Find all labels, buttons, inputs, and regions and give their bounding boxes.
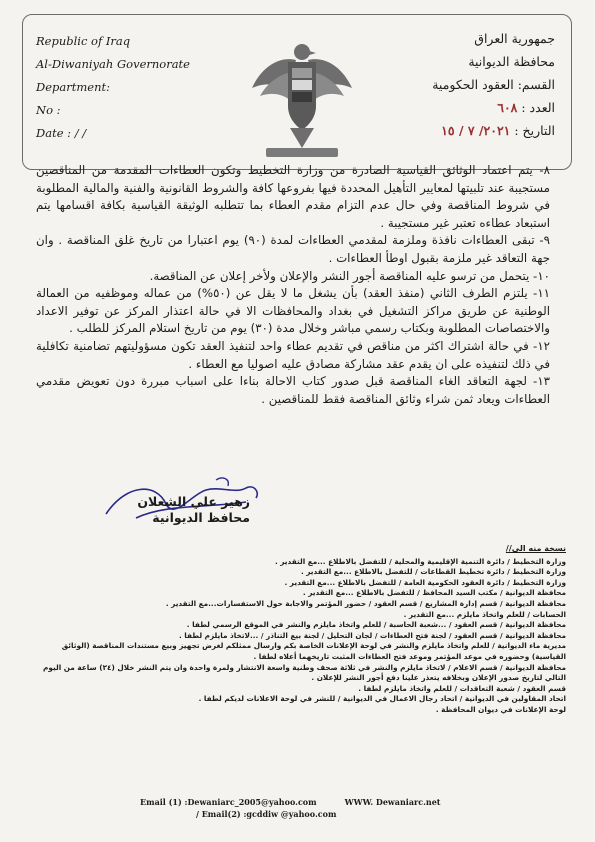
reference-number: ٦٠٨ [497, 100, 518, 115]
english-letterhead [36, 34, 256, 149]
ar-line-country: جمهورية العراق [474, 31, 555, 46]
condition-8: ٨- يتم اعتماد الوثائق القياسية الصادرة من وزارة التخطيط وتكون العطاءات المقدمة من المناقصين مستجيبة عند تلبيتها لمعايير التأهيل المحددة فيها بفروعها كافة والشروط القانونية والفنية والمالية المطلوبة في شروط المناقصة وفي حال عدم التزام مقدم العطاء بما تتطلبه الوثيقة القياسية بكافة اقسامها يتم استبعاد عطاءه تعتبر غير مستجيبة . [36, 163, 550, 230]
contact-footer [140, 796, 520, 820]
copy-item: وزارة التخطيط / دائرة العقود الحكومية العامة / للتفضل بالاطلاع ...مع التقدير . [284, 577, 566, 587]
eng-line-number: No : [36, 103, 61, 117]
signatory-block [100, 494, 250, 526]
copy-item: لوحة الإعلانات في ديوان المحافظة . [435, 704, 566, 714]
copy-item: الحسابات / للعلم واتخاذ مايلزم ...مع التقدير . [403, 609, 566, 619]
copy-item: محافظة الديوانية / قسم العقود / ...شعبة الحاسبة / للعلم واتخاذ مايلزم والنشر في الموقع الرسمي لطفا . [186, 620, 566, 630]
eng-line-governorate: Al-Diwaniyah Governorate [36, 57, 190, 71]
copy-item: اتحاد المقاولين في الديوانية / اتحاد رجال الاعمال في الديوانية / للنشر في لوحة الاعلانات لديكم لطفا . [198, 694, 566, 704]
ar-line-department: القسم: العقود الحكومية [432, 77, 555, 92]
condition-11: ١١- يلتزم الطرف الثاني (منفذ العقد) بأن يشغل ما لا يقل عن (٥٠%) من عماله وموظفيه من العمالة الوطنية عن طريق مراكز التشغيل في بغداد والمحافظات الا في حالة اعتذار المركز عن توفير الاعداد والاختصاصات المطلوبة وبكتاب رسمي مباشر وخلال مدة (٣٠) يوم من تاريخ استلام المركز للطلب . [36, 286, 550, 336]
footer-email-2: / Email(2) :gcddiw @yahoo.com [196, 809, 337, 819]
footer-website: WWW. Dewaniarc.net [344, 797, 441, 807]
copy-item: وزارة التخطيط / دائرة تخطيط القطاعات / للتفضل بالاطلاع ...مع التقدير . [300, 567, 566, 577]
signatory-title: محافظ الديوانية [152, 510, 250, 525]
document-date: ٢٠٢١/ ٧ / ١٥ [441, 123, 511, 138]
date-label: التاريخ : [514, 123, 555, 138]
ar-line-date [355, 124, 555, 147]
copy-item: محافظة الديوانية / قسم الاعلام / لاتخاذ مايلزم والنشر في ثلاثة صحف وطنية واسعة الانتشار ولمرة واحدة وان يتم النشر خلال (٢٤) ساعة من اليوم التالي لتاريخ صدور الإعلان وبخلافه يتعذر علينا دفع أجور النشر للإعلان . [43, 662, 566, 683]
condition-10: ١٠- يتحمل من ترسو عليه المناقصة أجور النشر والإعلان ولأخر إعلان عن المناقصة. [149, 268, 550, 283]
footer-email-1: Email (1) :Dewaniarc_2005@yahoo.com [140, 797, 317, 807]
eng-line-date: Date : / / [36, 126, 87, 140]
copy-item: مديرية ماء الديوانية / للعلم واتخاذ مايلزم والنشر في لوحة الإعلانات الخاصة بكم وارسال ممثلكم لغرض تجهيز وبيع مستندات المناقصة (الوثائق القياسية) وحضوره في موعد المؤتمر وموعد فتح العطاءات المثبت تاريخهما أعلاه لطفا . [61, 641, 566, 661]
condition-13: ١٣- لجهة التعاقد الغاء المناقصة قبل صدور كتاب الاحالة بناءا على اسباب مبررة دون تعويض مقدمي العطاءات ويعاد ثمن شراء وثائق المناقصة فقط للمناقصين . [36, 374, 550, 406]
arabic-letterhead [355, 32, 555, 147]
eng-line-country: Republic of Iraq [36, 34, 131, 48]
condition-9: ٩- تبقى العطاءات نافذة وملزمة لمقدمي العطاءات لمدة (٩٠) يوم اعتبارا من تاريخ غلق المناقصة . وان جهة التعاقد غير ملزمة بقبول اوطأ العطاءات . [36, 233, 551, 265]
copy-item: وزارة التخطيط / دائرة التنمية الإقليمية والمحلية / للتفضل بالاطلاع ...مع التقدير . [274, 556, 566, 566]
copy-item: محافظة الديوانية / قسم العقود / لجنة فتح العطاءات / لجان التحليل / لجنة بيع التناذر / ...لاتخاذ مايلزم لطفا . [178, 630, 566, 640]
number-label: العدد : [521, 100, 555, 115]
ar-line-governorate: محافظة الديوانية [468, 54, 555, 69]
condition-12: ١٢- في حالة اشتراك اكثر من مناقص في تقديم عطاء واحد لتنفيذ العقد تكون مسؤوليتهم تضامنية تكافلية في ذلك لتنفيذه على ان يقدم عقد مشاركة مصادق عليه اصوليا مع العطاء . [36, 338, 550, 371]
iraq-eagle-emblem-icon [246, 36, 358, 160]
copy-item: محافظة الديوانية / مكتب السيد المحافظ / للتفضل بالاطلاع ...مع التقدير . [302, 588, 566, 598]
copy-item: محافظة الديوانية / قسم إدارة المشاريع / قسم العقود / حضور المؤتمر والاجابة حول الاستفسارات...مع التقدير . [165, 598, 566, 608]
copies-list [30, 544, 566, 716]
eng-line-department: Department: [36, 80, 110, 94]
copy-item: قسم العقود / شعبة التعاقدات / للعلم واتخاذ مايلزم لطفا . [358, 683, 566, 693]
tender-conditions [36, 162, 550, 408]
copies-heading: نسخة منه الى// [505, 544, 566, 553]
signatory-name: زهير علي الشعلان [137, 494, 250, 509]
ar-line-number [355, 101, 555, 124]
